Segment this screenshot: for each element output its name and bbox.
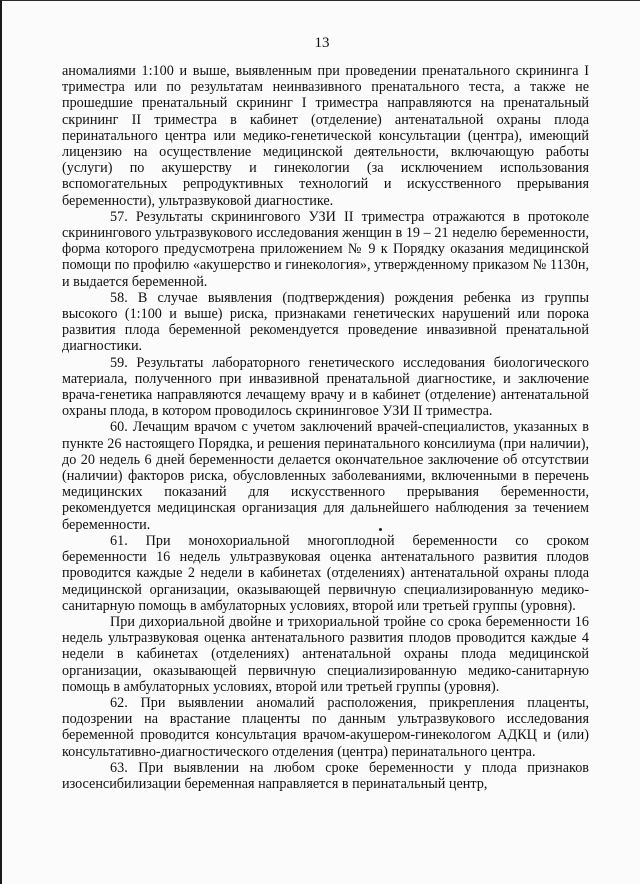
page-number: 13 — [314, 35, 330, 51]
paragraph-61-dichorionic: При дихориальной двойне и трихориальной тройне со срока беременности 16 недель ультразвуковая оценка антенатального развития плодов проводится каждые 4 недели в кабинетах (отделениях) антенатальной охраны плода медицинской организации, оказывающей первичную специализированную медико-санитарную помощь в амбулаторных условиях, второй или третьей группы (уровня). — [62, 613, 589, 695]
document-body — [62, 63, 589, 792]
paragraph-63: 63. При выявлении на любом сроке беременности у плода признаков изосенсибилизации беременная направляется в перинатальный центр, — [62, 759, 589, 792]
paragraph-62: 62. При выявлении аномалий расположения, прикрепления плаценты, подозрении на врастание плаценты по данным ультразвукового исследования беременной проводится консультация врачом-акушером-гинекологом АДКЦ и (или) консультативно-диагностического отделения (центра) перинатального центра. — [62, 694, 589, 760]
paragraph-59: 59. Результаты лабораторного генетического исследования биологического материала, полученного при инвазивной пренатальной диагностике, и заключение врача-генетика направляются лечащему врачу и в кабинет (отделение) антенатальной охраны плода, в котором проводилось скрининговое УЗИ II триместра. — [62, 354, 589, 420]
paragraph-58: 58. В случае выявления (подтверждения) рождения ребенка из группы высокого (1:100 и выше) риска, признаками генетических нарушений или порока развития плода беременной рекомендуется проведение инвазивной пренатальной диагностики. — [62, 289, 589, 355]
scan-speck — [379, 528, 382, 531]
paragraph-57: 57. Результаты скринингового УЗИ II триместра отражаются в протоколе скринингового ультразвукового исследования женщин в 19 – 21 неделю беременности, форма которого предусмотрена приложением № 9 к Порядку оказания медицинской помощи по профилю «акушерство и гинекология», утвержденному приказом № 1130н, и выдается беременной. — [62, 208, 589, 290]
paragraph-61: 61. При монохориальной многоплодной беременности со сроком беременности 16 недель ультразвуковая оценка антенатального развития плодов проводится каждые 2 недели в кабинетах (отделениях) антенатальной охраны плода медицинской организации, оказывающей первичную специализированную медико-санитарную помощь в амбулаторных условиях, второй или третьей группы (уровня). — [62, 532, 589, 614]
paragraph-60: 60. Лечащим врачом с учетом заключений врачей-специалистов, указанных в пункте 26 настоящего Порядка, и решения перинатального консилиума (при наличии), до 20 недель 6 дней беременности делается окончательное заключение об отсутствии (наличии) факторов риска, обусловленных заболеваниями, включенными в перечень медицинских показаний для искусственного прерывания беременности, рекомендуется медицинская организация для дальнейшего наблюдения за течением беременности. — [62, 419, 589, 533]
paragraph-continuation: аномалиями 1:100 и выше, выявленным при проведении пренатального скрининга I триместра или по результатам неинвазивного пренатального теста, а также не прошедшие пренатальный скрининг I триместра направляются на пренатальный скрининг II триместра в кабинет (отделение) антенатальной охраны плода перинатального центра или медико-генетической консультации (центра), имеющий лицензию на осуществление медицинской деятельности, включающую работы (услуги) по акушерству и гинекологии (за исключением использования вспомогательных репродуктивных технологий и искусственного прерывания беременности), ультразвуковой диагностике. — [62, 63, 589, 209]
